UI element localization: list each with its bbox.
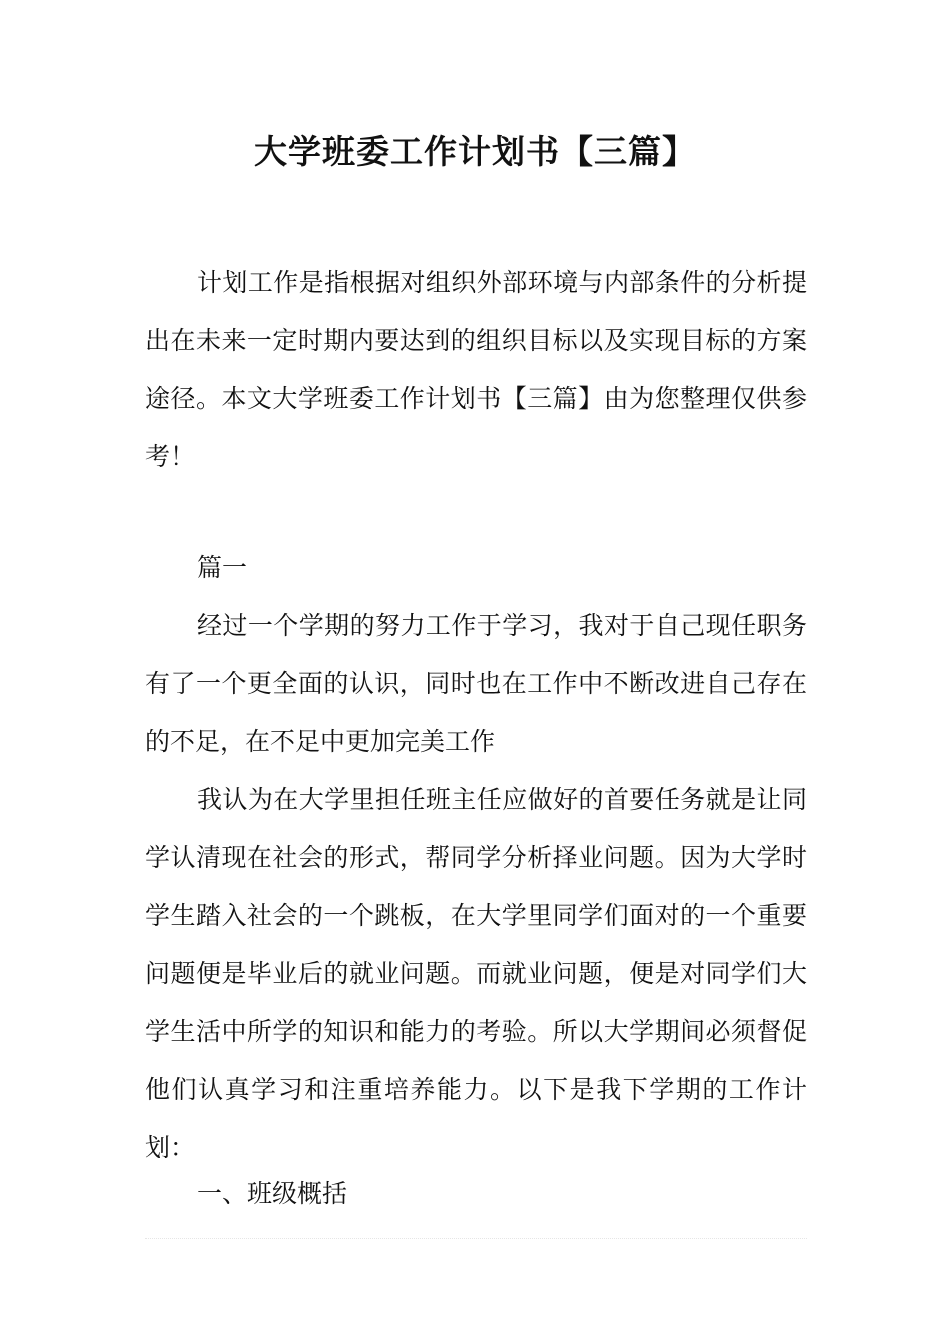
body-paragraph-2: 我认为在大学里担任班主任应做好的首要任务就是让同学认清现在社会的形式，帮同学分析择业问题。因为大学时学生踏入社会的一个跳板，在大学里同学们面对的一个重要问题便是毕业后的就业问题。而就业问题，便是对同学们大学生活中所学的知识和能力的考验。所以大学期间必须督促他们认真学习和注重培养能力。以下是我下学期的工作计划： [145, 785, 807, 1162]
body-paragraph-1: 经过一个学期的努力工作于学习，我对于自己现任职务有了一个更全面的认识，同时也在工作中不断改进自己存在的不足，在不足中更加完美工作 [145, 611, 807, 756]
intro-paragraph: 计划工作是指根据对组织外部环境与内部条件的分析提出在未来一定时期内要达到的组织目标以及实现目标的方案途径。本文大学班委工作计划书【三篇】由为您整理仅供参考！ [145, 268, 807, 471]
section-heading: 篇一 [197, 553, 248, 582]
document-title: 大学班委工作计划书【三篇】 [254, 132, 696, 171]
sub-heading: 一、班级概括 [197, 1179, 348, 1208]
page-divider [145, 1238, 807, 1239]
